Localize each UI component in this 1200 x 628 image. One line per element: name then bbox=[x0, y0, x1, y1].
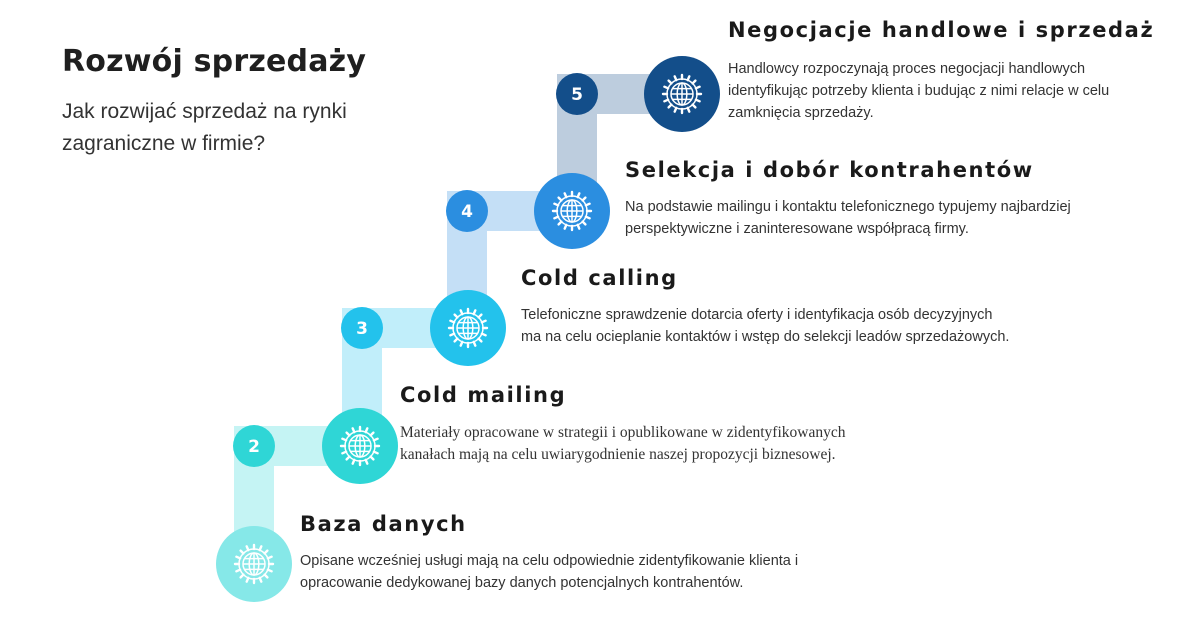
step-title: Cold calling bbox=[521, 266, 678, 290]
step-title: Cold mailing bbox=[400, 383, 567, 407]
step-description: Telefoniczne sprawdzenie dotarcia oferty i identyfikacja osób decyzyjnych ma na celu ocieplanie kontaktów i wstęp do selekcji leadów sprzedażowych. bbox=[521, 307, 1010, 345]
step-description: Na podstawie mailingu i kontaktu telefonicznego typujemy najbardziej perspektywiczne i zaninteresowane współpracą firmy. bbox=[625, 199, 1071, 237]
step-title: Selekcja i dobór kontrahentów bbox=[625, 158, 1034, 182]
step-description: Materiały opracowane w strategii i opublikowane w zidentyfikowanych kanałach mają na celu uwiarygodnienie naszej propozycji biznesowej. bbox=[400, 424, 846, 463]
step-number: 2 bbox=[248, 437, 260, 457]
step-title: Negocjacje handlowe i sprzedaż bbox=[728, 18, 1155, 42]
page-subtitle: Jak rozwijać sprzedaż na rynki zagraniczne w firmie? bbox=[62, 100, 347, 155]
page-title: Rozwój sprzedaży bbox=[62, 44, 367, 79]
step-title: Baza danych bbox=[300, 512, 467, 536]
step-description: Opisane wcześniej usługi mają na celu odpowiednie zidentyfikowanie klienta i opracowanie dedykowanej bazy danych potencjalnych kontrahentów. bbox=[300, 553, 799, 591]
step-number: 5 bbox=[571, 85, 583, 105]
step-description: Handlowcy rozpoczynają proces negocjacji handlowych identyfikując potrzeby klienta i budując z nimi relacje w celu zamknięcia sprzedaży. bbox=[728, 61, 1110, 121]
step-number: 4 bbox=[461, 202, 473, 222]
step-number: 3 bbox=[356, 319, 368, 339]
